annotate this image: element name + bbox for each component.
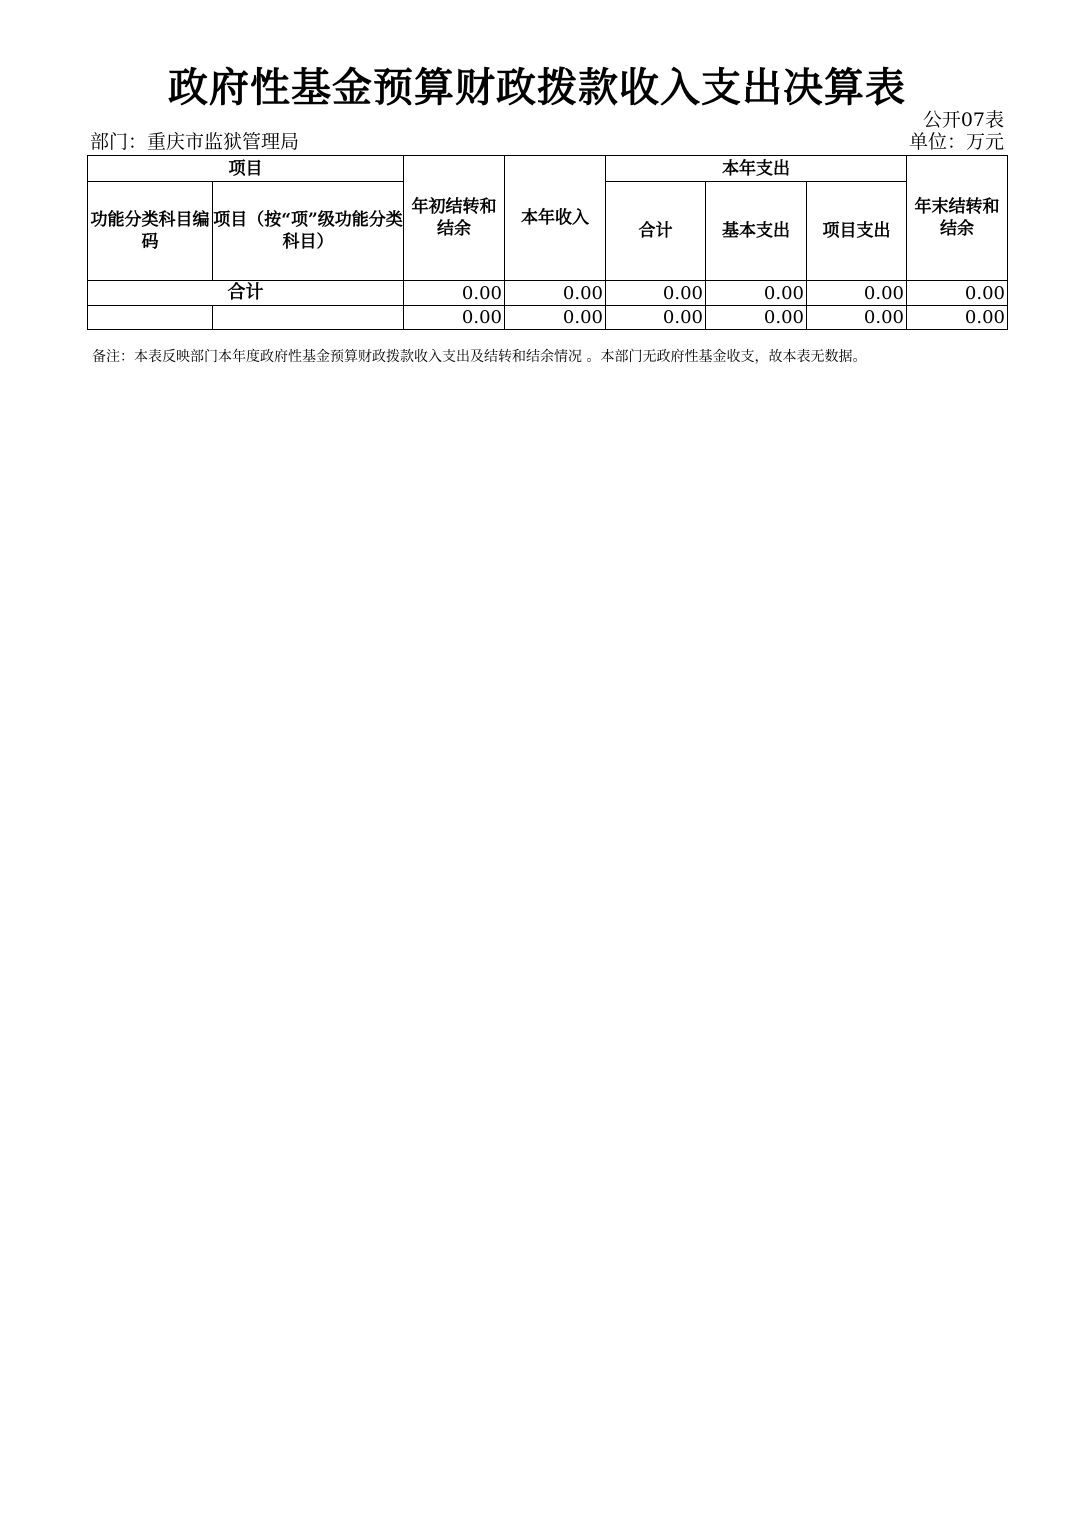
- department-label: 部门：重庆市监狱管理局: [90, 131, 300, 153]
- form-number: 公开07表: [922, 109, 1004, 131]
- cell-opening-balance: 0.00: [404, 306, 505, 330]
- unit-label: 单位：万元: [908, 131, 1004, 153]
- header-expenditure-group: 本年支出: [606, 156, 907, 182]
- table-row: [88, 306, 1008, 330]
- header-project-group: 项目: [88, 156, 404, 182]
- header-basic: 基本支出: [706, 182, 807, 281]
- cell-project: 0.00: [807, 306, 907, 330]
- cell-code: [88, 306, 213, 330]
- cell-opening-balance: 0.00: [404, 281, 505, 306]
- footnote: 备注：本表反映部门本年度政府性基金预算财政拨款收入支出及结转和结余情况 。本部门无政府性基金收支，故本表无数据。: [92, 349, 867, 365]
- cell-item: [213, 306, 404, 330]
- cell-basic: 0.00: [706, 281, 807, 306]
- header-income: 本年收入: [505, 156, 606, 281]
- cell-total: 0.00: [606, 281, 706, 306]
- page-title: 政府性基金预算财政拨款收入支出决算表: [168, 64, 906, 111]
- table-row-total: [88, 281, 1008, 306]
- header-code: 功能分类科目编码: [88, 182, 213, 281]
- cell-income: 0.00: [505, 306, 606, 330]
- cell-closing-balance: 0.00: [907, 306, 1008, 330]
- header-item: 项目（按“项”级功能分类科目）: [213, 182, 404, 281]
- budget-table: [87, 155, 1008, 330]
- cell-closing-balance: 0.00: [907, 281, 1008, 306]
- header-closing-balance: 年末结转和结余: [907, 156, 1008, 281]
- cell-total: 0.00: [606, 306, 706, 330]
- cell-income: 0.00: [505, 281, 606, 306]
- cell-project: 0.00: [807, 281, 907, 306]
- total-label: 合计: [88, 281, 404, 306]
- header-total: 合计: [606, 182, 706, 281]
- header-project: 项目支出: [807, 182, 907, 281]
- cell-basic: 0.00: [706, 306, 807, 330]
- header-opening-balance: 年初结转和结余: [404, 156, 505, 281]
